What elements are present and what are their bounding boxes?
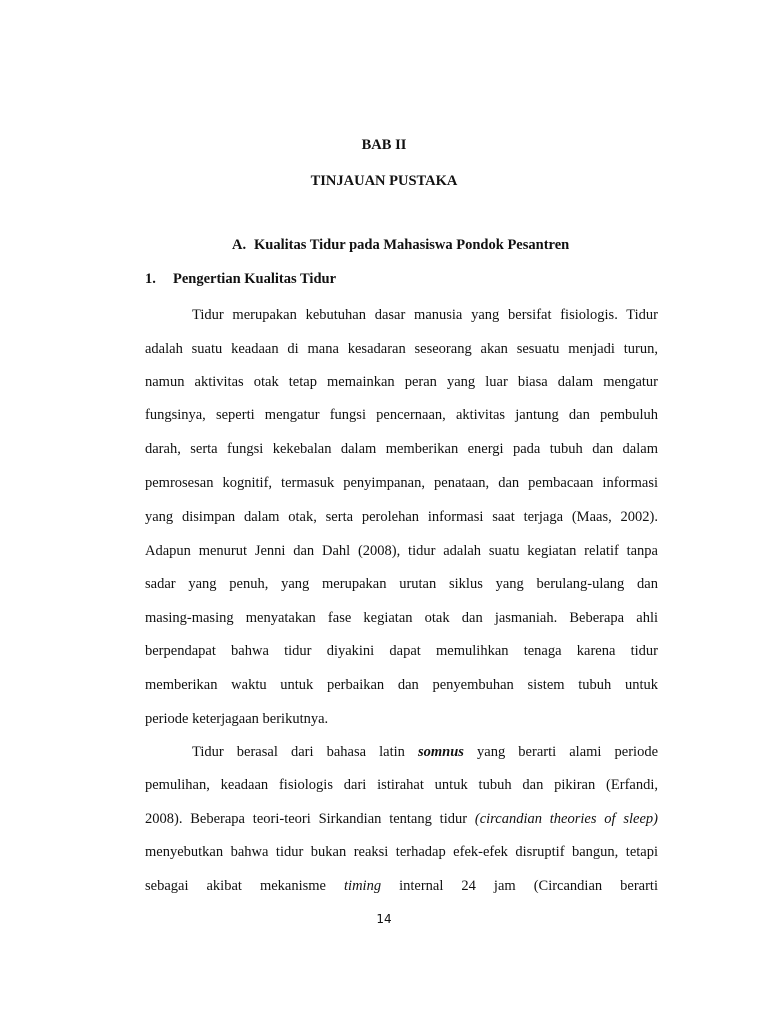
paragraph-line: Tidur merupakan kebutuhan dasar manusia yang bersifat fisiologis. Tidur: [192, 307, 658, 323]
section-heading: [232, 237, 569, 254]
paragraph-line: menyebutkan bahwa tidur bukan reaksi terhadap efek-efek disruptif bangun, tetapi: [145, 844, 658, 860]
paragraph-line: Adapun menurut Jenni dan Dahl (2008), tidur adalah suatu kegiatan relatif tanpa: [145, 543, 658, 559]
text-run: internal 24 jam (Circandian berarti: [381, 878, 658, 894]
subsection-number: 1.: [145, 271, 156, 287]
text-run: yang berarti alami periode: [463, 744, 658, 760]
section-letter: A.: [232, 237, 247, 253]
italic-term: (circandian theories of sleep): [474, 811, 658, 827]
latin-term: somnus: [417, 744, 464, 760]
text-run: 2008). Beberapa teori-teori Sirkandian tentang tidur: [145, 811, 475, 827]
paragraph-line: [192, 743, 658, 761]
page-number: 14: [376, 912, 392, 926]
paragraph-line: [145, 877, 658, 895]
text-run: sebagai akibat mekanisme: [145, 878, 345, 894]
paragraph-line: sadar yang penuh, yang merupakan urutan siklus yang berulang-ulang dan: [145, 576, 658, 592]
paragraph-line: periode keterjagaan berikutnya.: [145, 711, 329, 727]
paragraph-line: berpendapat bahwa tidur diyakini dapat memulihkan tenaga karena tidur: [145, 643, 658, 659]
paragraph-line: darah, serta fungsi kekebalan dalam memberikan energi pada tubuh dan dalam: [145, 441, 658, 457]
section-title: Kualitas Tidur pada Mahasiswa Pondok Pesantren: [254, 237, 570, 253]
chapter-heading: BAB II: [361, 137, 407, 153]
paragraph-line: yang disimpan dalam otak, serta perolehan informasi saat terjaga (Maas, 2002).: [145, 509, 658, 525]
paragraph-line: pemulihan, keadaan fisiologis dari istirahat untuk tubuh dan pikiran (Erfandi,: [145, 777, 658, 793]
paragraph-line: [145, 810, 658, 828]
paragraph-line: namun aktivitas otak tetap memainkan peran yang luar biasa dalam mengatur: [145, 374, 658, 390]
paragraph-line: masing-masing menyatakan fase kegiatan otak dan jasmaniah. Beberapa ahli: [145, 610, 658, 626]
paragraph-line: memberikan waktu untuk perbaikan dan penyembuhan sistem tubuh untuk: [145, 677, 658, 693]
paragraph-line: pemrosesan kognitif, termasuk penyimpanan, penataan, dan pembacaan informasi: [145, 475, 658, 491]
subsection-heading: [145, 271, 336, 288]
italic-term: timing: [344, 878, 382, 894]
paragraph-line: fungsinya, seperti mengatur fungsi pencernaan, aktivitas jantung dan pembuluh: [145, 407, 658, 423]
paragraph-line: adalah suatu keadaan di mana kesadaran seseorang akan sesuatu menjadi turun,: [145, 341, 658, 357]
text-run: Tidur berasal dari bahasa latin: [192, 744, 418, 760]
subsection-title: Pengertian Kualitas Tidur: [173, 271, 337, 287]
chapter-title: TINJAUAN PUSTAKA: [310, 173, 458, 189]
